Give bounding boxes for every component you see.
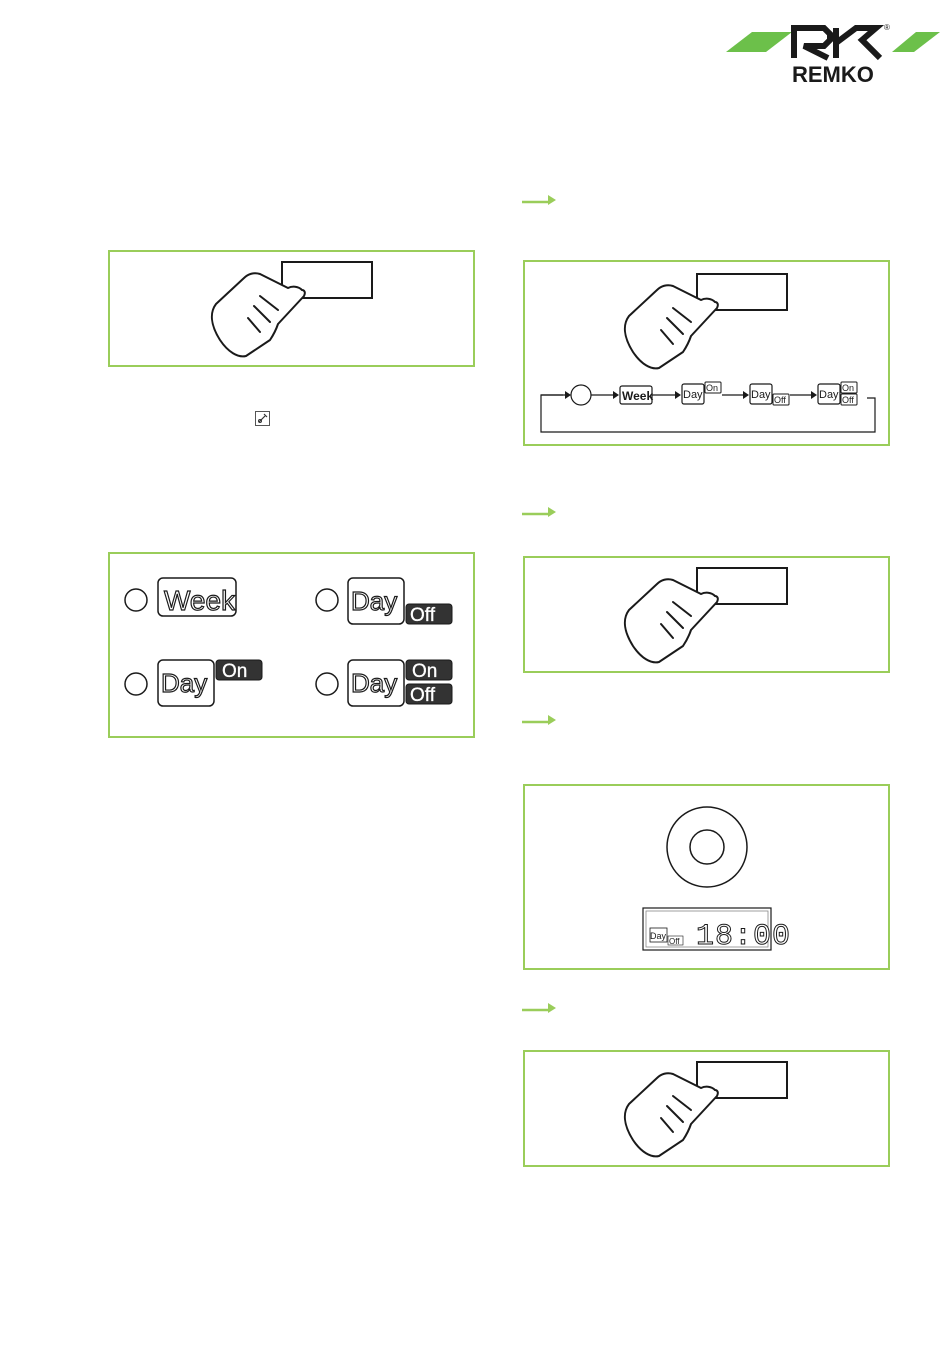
seq-day-label-2: Day <box>751 389 771 401</box>
mode-day-label-2: Day <box>161 668 208 698</box>
panel-press-button-3 <box>523 1050 890 1167</box>
sequence-illustration <box>525 262 888 444</box>
panel-knob-display <box>523 784 890 970</box>
mode-on-label-2: On <box>412 661 438 682</box>
seq-day-label-3: Day <box>819 389 839 401</box>
wrench-gear-icon <box>255 411 270 426</box>
panel-press-button-2 <box>523 556 890 673</box>
lcd-day-label: Day <box>650 931 667 941</box>
mode-off-label-1: Off <box>410 605 435 626</box>
knob-display-illustration <box>525 786 888 968</box>
lcd-time: 18:00 <box>696 920 792 954</box>
seq-on-label-1: On <box>706 383 719 393</box>
panel-mode-sequence <box>523 260 890 446</box>
green-arrow-icon <box>522 503 558 517</box>
remko-logo <box>724 20 944 90</box>
mode-day-label-3: Day <box>351 668 398 698</box>
registered-mark: ® <box>884 23 890 32</box>
lcd-off-label: Off <box>669 937 680 946</box>
green-arrow-icon <box>522 711 558 725</box>
brand-name: REMKO <box>792 62 874 87</box>
rotary-knob-inner <box>690 830 724 864</box>
mode-day-label-1: Day <box>351 586 398 616</box>
panel-press-button-1 <box>108 250 475 367</box>
seq-on-label-2: On <box>842 383 855 393</box>
button-press-illustration <box>525 1052 888 1165</box>
seq-off-label-1: Off <box>774 395 786 405</box>
seq-day-label-1: Day <box>683 389 703 401</box>
radio-day-off <box>316 589 338 611</box>
seq-week-label: Week <box>622 389 654 403</box>
green-arrow-icon <box>522 999 558 1013</box>
radio-day-on-off <box>316 673 338 695</box>
seq-off-label-2: Off <box>842 395 854 405</box>
modes-illustration <box>110 554 473 736</box>
mode-off-label-2: Off <box>410 685 435 706</box>
mode-week-label: Week <box>164 585 236 616</box>
button-press-illustration <box>110 252 473 365</box>
radio-week <box>125 589 147 611</box>
mode-on-label-1: On <box>222 661 248 682</box>
button-press-illustration <box>525 558 888 671</box>
green-arrow-icon <box>522 191 558 205</box>
radio-day-on <box>125 673 147 695</box>
panel-modes <box>108 552 475 738</box>
